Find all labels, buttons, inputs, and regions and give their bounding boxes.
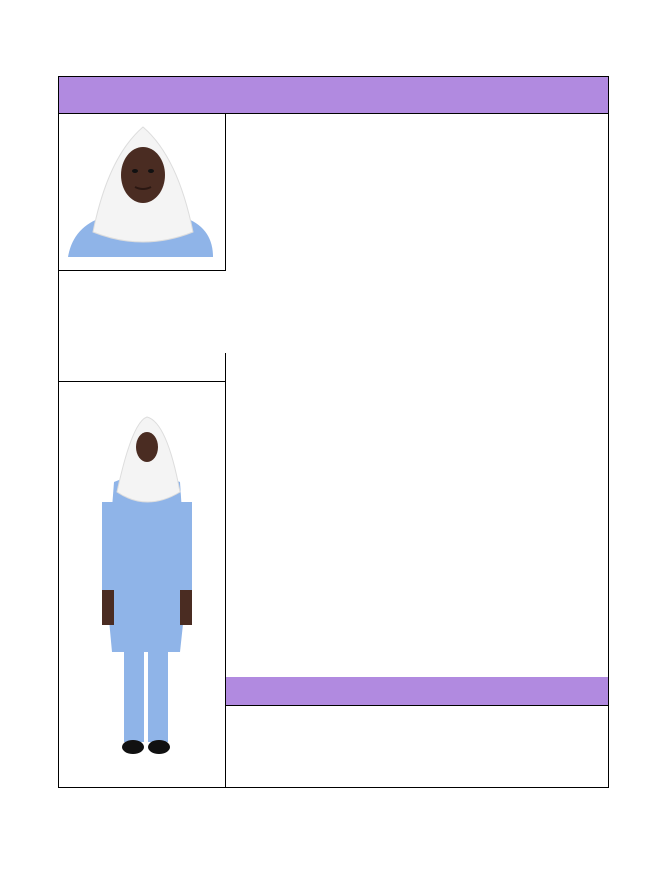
fullbody-cell xyxy=(59,382,226,788)
skill-header xyxy=(226,677,609,706)
headshot-photo xyxy=(63,117,223,267)
cv-sheet xyxy=(58,76,609,788)
cv-title xyxy=(59,77,608,114)
headshot-cell xyxy=(59,114,226,271)
photo-label-cell xyxy=(59,353,226,382)
fullbody-photo xyxy=(92,412,202,772)
